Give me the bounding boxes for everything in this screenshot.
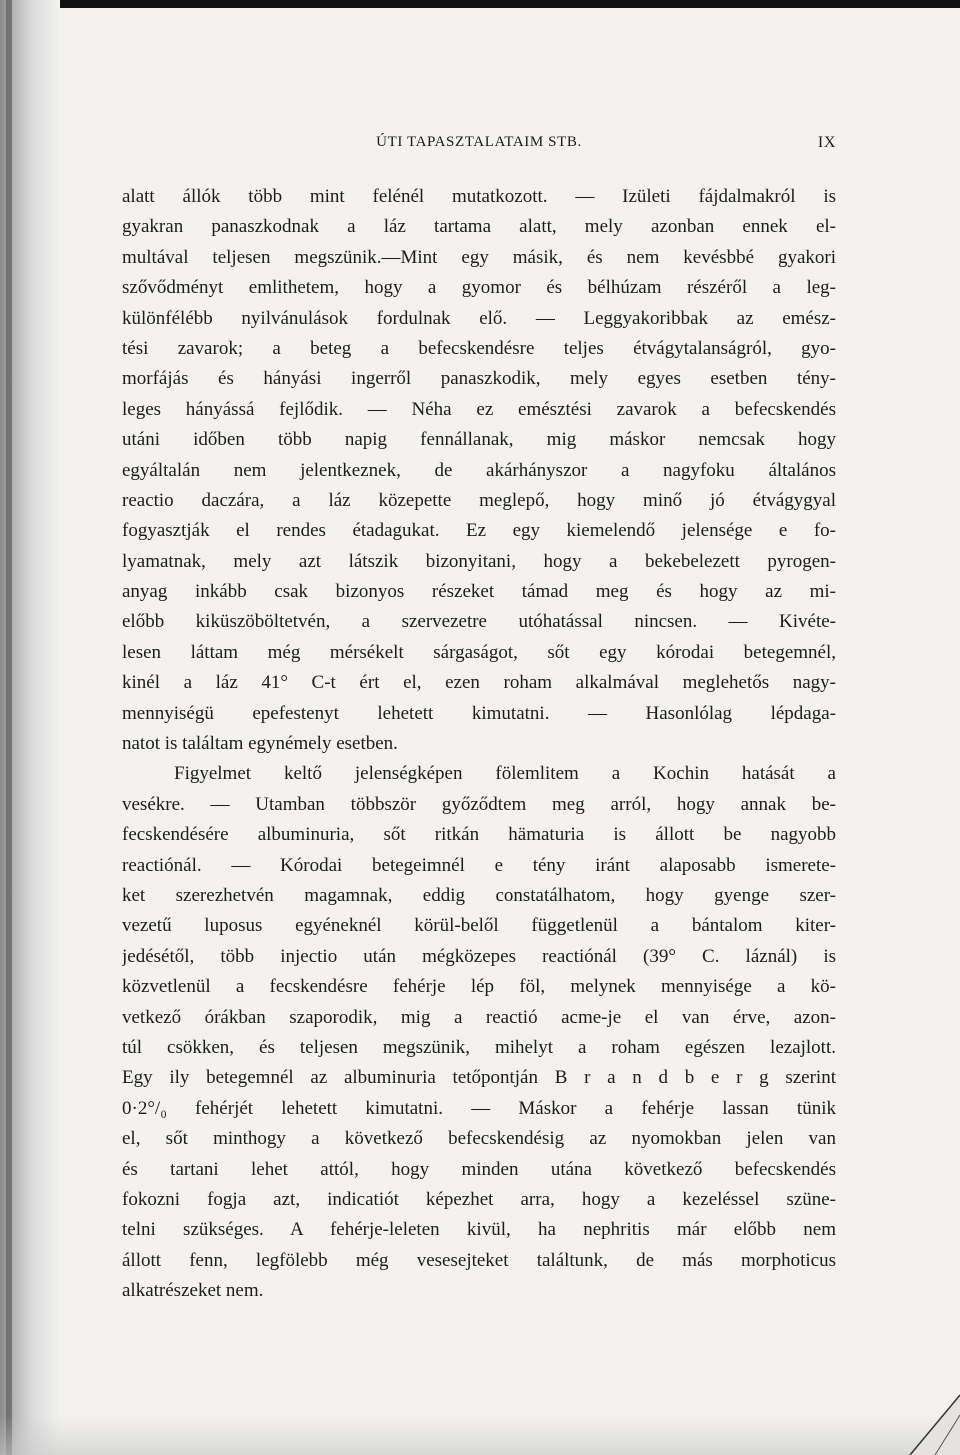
text-line: fogyasztják el rendes étadagukat. Ez egy kiemelendő jelensége e fo-	[122, 520, 836, 542]
text-line: különfélébb nyilvánulások fordulnak elő. — Leggyakoribbak az emész-	[122, 307, 836, 329]
binding-shadow	[0, 0, 60, 1455]
text-line: jedésétől, több injectio után mégközepes reactiónál (39° C. láznál) is	[122, 945, 836, 967]
text-line: vetkező órákban szaporodik, mig a reactió acme-je el van érve, azon-	[122, 1006, 836, 1028]
text-line: reactio daczára, a láz közepette meglepő, hogy minő jó étvágygyal	[122, 489, 836, 511]
text-line: állott fenn, legfölebb még vesesejteket találtunk, de más morphoticus	[122, 1249, 836, 1271]
paragraph-first-line: Figyelmet keltő jelenségképen fölemlitem a Kochin hatását a	[174, 763, 836, 785]
text-line: ket szerezhetvén magamnak, eddig constatálhatom, hogy gyenge szer-	[122, 884, 836, 906]
text-line: 0·2°/₀ fehérjét lehetett kimutatni. — Máskor a fehérje lassan tünik	[122, 1097, 836, 1119]
paragraph-last-line: natot is találtam egynémely esetben.	[122, 733, 398, 755]
text-line: alatt állók több mint felénél mutatkozott. — Izületi fájdalmakról is	[122, 186, 836, 207]
text-line: egyáltalán nem jelentkeznek, de akárhányszor a nagyfoku általános	[122, 459, 836, 481]
text-line: túl csökken, és teljesen megszünik, mihelyt a roham egészen lezajlott.	[122, 1036, 836, 1058]
text-line: el, sőt minthogy a következő befecskendésig az nyomokban jelen van	[122, 1128, 836, 1150]
paragraph-last-line: alkatrészeket nem.	[122, 1280, 264, 1302]
text-line: Egy ily betegemnél az albuminuria tetőpontján B r a n d b e r g szerint	[122, 1067, 836, 1089]
text-line: kinél a láz 41° C-t ért el, ezen roham alkalmával meglehetős nagy-	[122, 672, 836, 694]
text-line: vezetű luposus egyéneknél körül-belől függetlenül a bántalom kiter-	[122, 915, 836, 937]
text-line: mennyiségü epefestenyt lehetett kimutatni. — Hasonlólag lépdaga-	[122, 702, 836, 724]
text-line: multával teljesen megszünik.—Mint egy másik, és nem kevésbbé gyakori	[122, 246, 836, 268]
text-line: tési zavarok; a beteg a befecskendésre teljes étvágytalanságról, gyo-	[122, 337, 836, 359]
text-line: szővődményt emlithetem, hogy a gyomor és bélhúzam részéről a leg-	[122, 277, 836, 299]
text-line: lesen láttam még mérsékelt sárgaságot, sőt egy kórodai betegemnél,	[122, 641, 836, 663]
text-line: lyamatnak, mely azt látszik bizonyitani, hogy a bekebelezett pyrogen-	[122, 550, 836, 572]
text-line: leges hányássá fejlődik. — Néha ez emésztési zavarok a befecskendés	[122, 398, 836, 420]
text-line: morfájás és hányási ingerről panaszkodik, mely egyes esetben tény-	[122, 368, 836, 390]
header-title: ÚTI TAPASZTALATAIM STB.	[376, 134, 582, 150]
text-line: gyakran panaszkodnak a láz tartama alatt, mely azonban ennek el-	[122, 216, 836, 238]
running-header	[122, 134, 836, 158]
text-line: előbb kiküszöböltetvén, a szervezetre utóhatással nincsen. — Kivéte-	[122, 611, 836, 633]
page-corner-curl-icon	[890, 1385, 960, 1455]
text-line: vesékre. — Utamban többször győződtem meg arról, hogy annak be-	[122, 793, 836, 815]
text-line: reactiónál. — Kórodai betegeimnél e tény iránt alaposabb ismerete-	[122, 854, 836, 876]
body-text	[122, 182, 836, 1306]
bottom-shade	[0, 1415, 960, 1455]
page-top-edge	[0, 0, 960, 8]
text-line: fokozni fogja azt, indicatiót képezhet arra, hogy a kezeléssel szüne-	[122, 1188, 836, 1210]
text-line: fecskendésére albuminuria, sőt ritkán hämaturia is állott be nagyobb	[122, 824, 836, 846]
text-line: telni szükséges. A fehérje-leleten kivül, ha nephritis már előbb nem	[122, 1219, 836, 1241]
text-line: utáni időben több napig fennállanak, mig máskor nemcsak hogy	[122, 429, 836, 451]
binding-edge	[6, 0, 12, 1455]
text-line: közvetlenül a fecskendésre fehérje lép föl, melynek mennyisége a kö-	[122, 976, 836, 998]
page-number: IX	[817, 134, 836, 151]
text-line: és tartani lehet attól, hogy minden utána következő befecskendés	[122, 1158, 836, 1180]
text-line: anyag inkább csak bizonyos részeket támad meg és hogy az mi-	[122, 581, 836, 603]
